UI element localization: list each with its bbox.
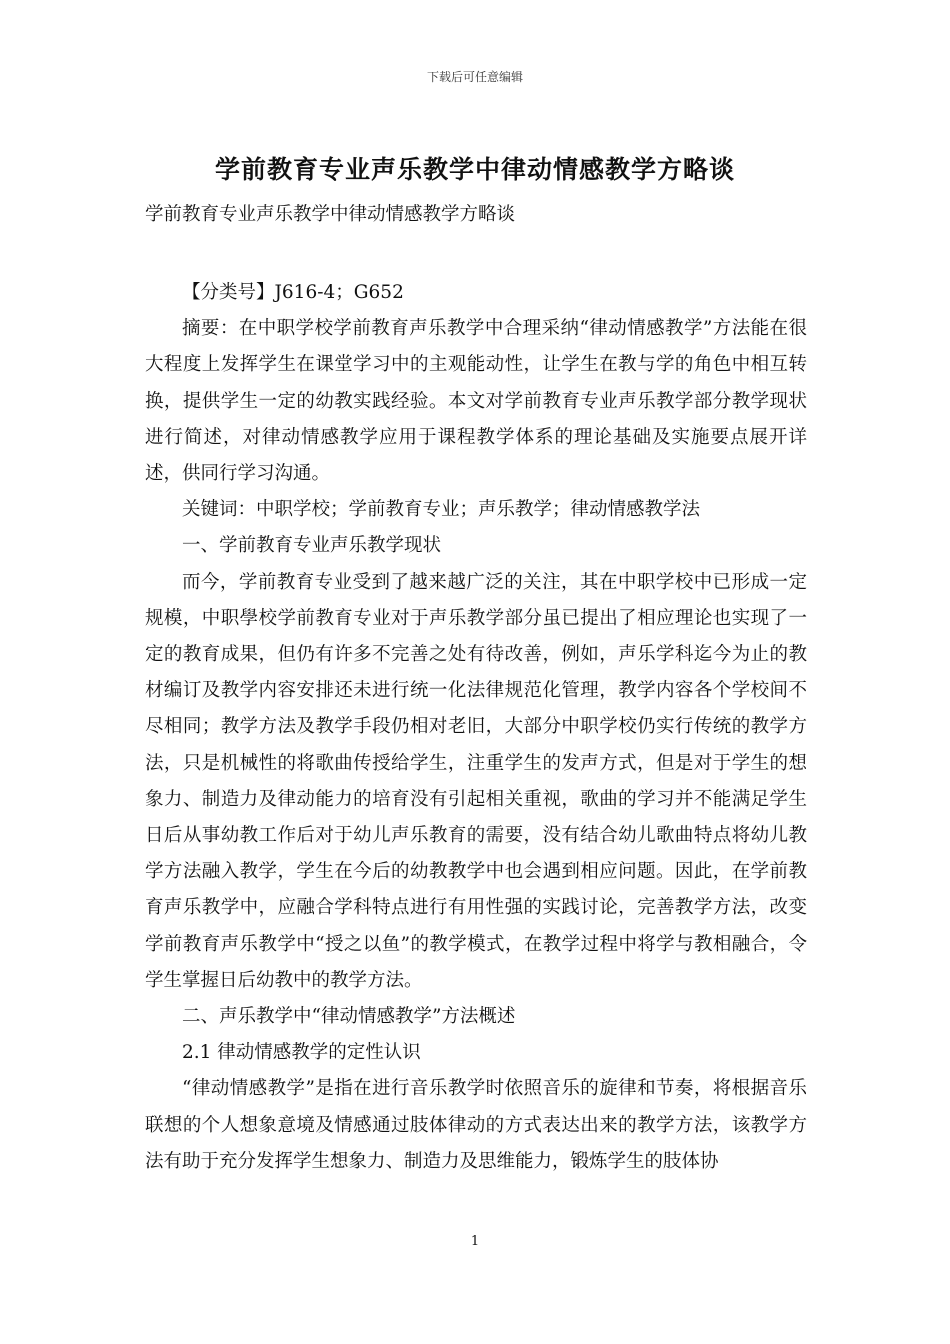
document-subtitle: 学前教育专业声乐教学中律动情感教学方略谈 — [145, 204, 516, 225]
classification-paragraph: 【分类号】J616-4；G652 — [182, 282, 404, 303]
section-heading-2: 二、声乐教学中“律动情感教学”方法概述 — [182, 1006, 516, 1028]
document-body — [145, 275, 807, 1180]
abstract-paragraph: 摘要：在中职学校学前教育声乐教学中合理采纳“律动情感教学”方法能在很大程度上发挥学生在课堂学习中的主观能动性，让学生在教与学的角色中相互转换，提供学生一定的幼教实践经验。本文对学前教育专业声乐教学部分教学现状进行简述，对律动情感教学应用于课程教学体系的理论基础及实施要点展开详述，供同行学习沟通。 — [145, 318, 807, 485]
subsection-heading-2-1: 2.1 律动情感教学的定性认识 — [182, 1042, 421, 1064]
body-paragraph: “律动情感教学”是指在进行音乐教学时依照音乐的旋律和节奏，将根据音乐联想的个人想象意境及情感通过肢体律动的方式表达出来的教学方法，该教学方法有助于充分发挥学生想象力、制造力及思维能力，锻炼学生的肢体协 — [145, 1078, 807, 1172]
document-title: 学前教育专业声乐教学中律动情感教学方略谈 — [214, 155, 735, 184]
page-number: 1 — [470, 1234, 480, 1249]
body-paragraph: 而今，学前教育专业受到了越来越广泛的关注，其在中职学校中已形成一定规模，中职學校学前教育专业对于声乐教学部分虽已提出了相应理论也实现了一定的教育成果，但仍有许多不完善之处有待改善，例如，声乐学科迄今为止的教材编订及教学内容安排还未进行统一化法律规范化管理，教学内容各个学校间不尽相同；教学方法及教学手段仍相对老旧，大部分中职学校仍实行传统的教学方法，只是机械性的将歌曲传授给学生，注重学生的发声方式，但是对于学生的想象力、制造力及律动能力的培育没有引起相关重视，歌曲的学习并不能满足学生日后从事幼教工作后对于幼儿声乐教育的需要，没有结合幼儿歌曲特点将幼儿教学方法融入教学，学生在今后的幼教教学中也会遇到相应问题。因此，在学前教育声乐教学中，应融合学科特点进行有用性强的实践讨论，完善教学方法，改变学前教育声乐教学中“授之以鱼”的教学模式，在教学过程中将学与教相融合，令学生掌握日后幼教中的教学方法。 — [145, 571, 807, 991]
section-heading-1: 一、学前教育专业声乐教学现状 — [182, 535, 442, 557]
page-header: 下载后可任意编辑 — [426, 70, 523, 84]
keywords-paragraph: 关键词：中职学校；学前教育专业；声乐教学；律动情感教学法 — [182, 499, 701, 521]
